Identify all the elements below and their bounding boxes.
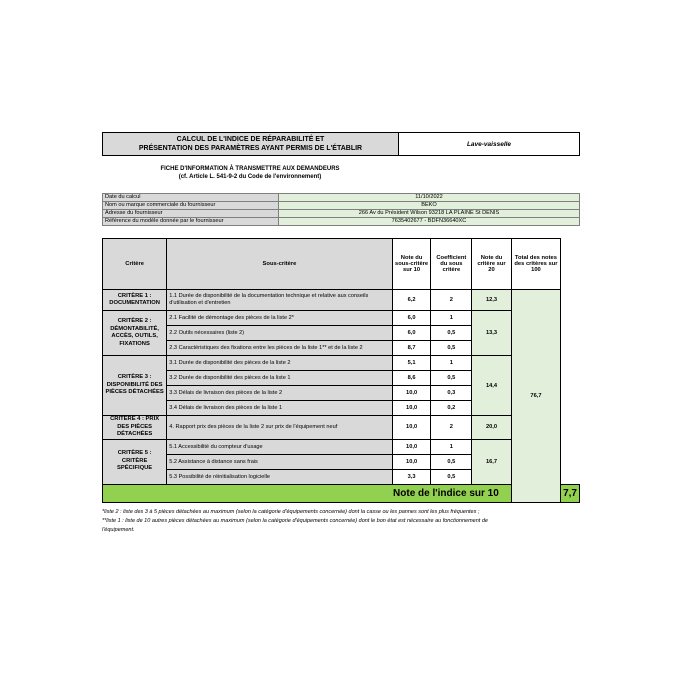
info-row — [103, 218, 580, 226]
scoring-table — [102, 238, 580, 503]
document-header — [102, 132, 580, 156]
sub-criterion-note: 10,0 — [392, 416, 431, 440]
sub-criterion-coef: 2 — [431, 416, 472, 440]
sub-criterion-note: 10,0 — [392, 454, 431, 469]
sub-criterion-note: 6,0 — [392, 311, 431, 326]
info-value: 11/10/2022 — [279, 194, 580, 202]
col-header-note-sous-critere: Note du sous-critère sur 10 — [392, 239, 431, 290]
sub-criterion-label: 2.1 Facilité de démontage des pièces de la liste 2* — [167, 311, 392, 326]
sub-criterion-note: 6,0 — [392, 326, 431, 341]
sub-criterion-note: 10,0 — [392, 386, 431, 401]
final-score-row — [103, 484, 580, 502]
title-line-2: PRÉSENTATION DES PARAMÈTRES AYANT PERMIS DE L'ÉTABLIR — [138, 145, 363, 152]
info-row — [103, 202, 580, 210]
final-score-label: Note de l'indice sur 10 — [103, 484, 512, 502]
col-header-total: Total des notes des critères sur 100 — [511, 239, 560, 290]
document-subtitle — [102, 165, 398, 181]
info-label: Nom ou marque commerciale du fournisseur — [103, 202, 279, 210]
document-title — [103, 133, 399, 155]
table-row — [103, 416, 580, 440]
sub-criterion-coef: 0,5 — [431, 454, 472, 469]
criterion-note: 16,7 — [472, 439, 512, 484]
title-line-1: CALCUL DE L'INDICE DE RÉPARABILITÉ ET — [176, 136, 325, 143]
sub-criterion-label: 4. Rapport prix des pièces de la liste 2 sur prix de l'équipement neuf — [167, 416, 392, 440]
sub-criterion-note: 10,0 — [392, 401, 431, 416]
supplier-info-table — [102, 193, 580, 226]
info-label: Référence du modèle donnée par le fournisseur — [103, 218, 279, 226]
final-score-value: 7,7 — [561, 484, 580, 502]
sub-criterion-label: 2.2 Outils nécessaires (liste 2) — [167, 326, 392, 341]
sub-criterion-coef: 2 — [431, 290, 472, 311]
criterion-name: CRITÈRE 4 : PRIX DES PIÈCES DÉTACHÉES — [103, 416, 167, 440]
sub-criterion-label: 5.1 Accessibilité du compteur d'usage — [167, 439, 392, 454]
criterion-name: CRITÈRE 1 : DOCUMENTATION — [103, 290, 167, 311]
sub-criterion-note: 6,2 — [392, 290, 431, 311]
sub-criterion-label: 1.1 Durée de disponibilité de la documentation technique et relative aux conseils d'utilisation et d'entretien — [167, 290, 392, 311]
subtitle-line-1: FICHE D'INFORMATION À TRANSMETTRE AUX DEMANDEURS — [160, 166, 340, 172]
sub-criterion-note: 8,7 — [392, 341, 431, 356]
sub-criterion-label: 3.1 Durée de disponibilité des pièces de la liste 2 — [167, 356, 392, 371]
criterion-note: 12,3 — [472, 290, 512, 311]
sub-criterion-coef: 0,5 — [431, 341, 472, 356]
sub-criterion-coef: 0,5 — [431, 469, 472, 484]
sub-criterion-coef: 1 — [431, 356, 472, 371]
col-header-sous-critere: Sous-critère — [167, 239, 392, 290]
criterion-name: CRITÈRE 3 : DISPONIBILITÉ DES PIÈCES DÉTACHÉES — [103, 356, 167, 416]
sub-criterion-coef: 1 — [431, 439, 472, 454]
total-score: 76,7 — [511, 290, 560, 503]
sub-criterion-coef: 1 — [431, 311, 472, 326]
sub-criterion-label: 3.3 Délais de livraison des pièces de la liste 2 — [167, 386, 392, 401]
table-header-row — [103, 239, 580, 290]
table-row — [103, 311, 580, 326]
info-row — [103, 194, 580, 202]
footnote-liste-1: **liste 1 : liste de 10 autres pièces détachées au maximum (selon la catégorie d'équipements concernée) dont le bon état est nécessaire au fonctionnement de — [102, 518, 488, 524]
info-label: Date du calcul — [103, 194, 279, 202]
info-label: Adresse du fournisseur — [103, 210, 279, 218]
sub-criterion-note: 5,1 — [392, 356, 431, 371]
sub-criterion-coef: 0,5 — [431, 371, 472, 386]
footnote-liste-2: *liste 2 : liste des 3 à 5 pièces détachées au maximum (selon la catégorie d'équipements concernée) dont la casse ou les pannes sont les plus fréquentes ; — [102, 509, 480, 515]
info-row — [103, 210, 580, 218]
sub-criterion-label: 2.3 Caractéristiques des fixations entre les pièces de la liste 1** et de la liste 2 — [167, 341, 392, 356]
sub-criterion-label: 3.4 Délais de livraison des pièces de la liste 1 — [167, 401, 392, 416]
sub-criterion-coef: 0,5 — [431, 326, 472, 341]
table-row — [103, 439, 580, 454]
criterion-note: 20,0 — [472, 416, 512, 440]
criterion-note: 14,4 — [472, 356, 512, 416]
sub-criterion-label: 5.2 Assistance à distance sans frais — [167, 454, 392, 469]
table-row — [103, 290, 580, 311]
info-value: 266 Av du Président Wilson 93218 LA PLAINE St DENIS — [279, 210, 580, 218]
criterion-name: CRITÈRE 2 : DÉMONTABILITÉ, ACCÈS, OUTILS, FIXATIONS — [103, 311, 167, 356]
info-value: BEKO — [279, 202, 580, 210]
criterion-note: 13,3 — [472, 311, 512, 356]
footnotes — [102, 508, 580, 535]
sub-criterion-note: 3,3 — [392, 469, 431, 484]
info-value: 7635402677 - BDFN36640XC — [279, 218, 580, 226]
sub-criterion-label: 3.2 Durée de disponibilité des pièces de la liste 1 — [167, 371, 392, 386]
col-header-note-critere: Note du critère sur 20 — [472, 239, 512, 290]
col-header-coefficient: Coefficient du sous critère — [431, 239, 472, 290]
sub-criterion-note: 8,6 — [392, 371, 431, 386]
product-type: Lave-vaisselle — [466, 140, 512, 148]
col-header-critere: Critère — [103, 239, 167, 290]
subtitle-line-2: (cf. Article L. 541-9-2 du Code de l'environnement) — [178, 174, 322, 180]
footnote-continuation: l'équipement. — [102, 527, 135, 533]
table-row — [103, 356, 580, 371]
criterion-name: CRITÈRE 5 : CRITÈRE SPÉCIFIQUE — [103, 439, 167, 484]
sub-criterion-note: 10,0 — [392, 439, 431, 454]
sub-criterion-coef: 0,2 — [431, 401, 472, 416]
sub-criterion-label: 5.3 Possibilité de réinitialisation logicielle — [167, 469, 392, 484]
sub-criterion-coef: 0,3 — [431, 386, 472, 401]
